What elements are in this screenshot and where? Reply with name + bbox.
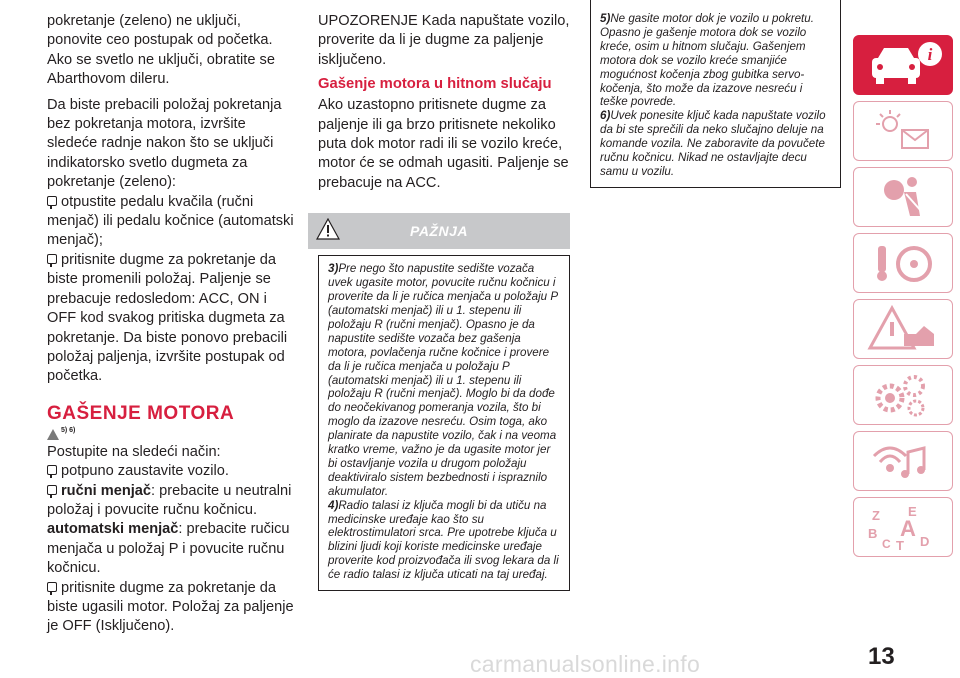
car-info-icon	[864, 40, 944, 90]
svg-text:T: T	[896, 538, 904, 552]
svg-text:E: E	[908, 504, 917, 519]
bullet-text: potpuno zaustavite vozilo.	[61, 463, 229, 480]
bold-term: automatski menjač	[47, 521, 179, 538]
svg-text:Z: Z	[872, 508, 880, 523]
warning-triangle-icon	[47, 429, 59, 440]
tab-dashboard-lights[interactable]	[853, 101, 953, 161]
caution-box-continued	[590, 0, 841, 188]
warning-refs	[47, 427, 297, 443]
section-heading: GAŠENJE MOTORA	[47, 402, 235, 424]
paragraph: Da biste prebacili položaj pokretanja bez pokretanja motora, izvršite sledeće radnje nakon što se uključi indikatorsko svetlo dugmeta za pokretanje (zeleno):	[47, 96, 282, 191]
text-column-3	[590, 0, 840, 188]
bullet-item	[47, 251, 297, 387]
bullet-icon	[47, 465, 57, 475]
dashboard-lights-icon	[864, 106, 944, 156]
note-4	[328, 499, 561, 582]
airbag-seat-icon	[864, 172, 944, 222]
paragraph	[47, 520, 297, 578]
bullet-text: pritisnite dugme za pokretanje da biste ugasili motor. Položaj za paljenje je OFF (Isključeno).	[47, 579, 294, 635]
gears-icon	[864, 370, 944, 420]
bullet-text: otpustite pedalu kvačila (ručni menjač) ili pedalu kočnice (automatski menjač);	[47, 193, 294, 249]
note-text: Ne gasite motor dok je vozilo u pokretu. Opasno je gašenje motora dok se vozilo kreće, osim u hitnom slučaju. Gašenjem motora dok se vozilo kreće smanjiće mogućnost kočenja zbog gubitka servo-kočenja, što može da izazove nesreću i teške povrede.	[600, 12, 814, 109]
note-5	[600, 12, 832, 109]
tab-maintenance[interactable]	[853, 365, 953, 425]
bullet-text: : prebacite u neutralni položaj i povucite ručnu kočnicu.	[47, 482, 292, 518]
text-column-2	[318, 12, 570, 591]
bullet-item	[47, 462, 297, 481]
alphabet-index-icon	[864, 502, 944, 552]
bullet-icon	[47, 254, 57, 264]
tab-car-info[interactable]	[853, 35, 953, 95]
paragraph: Postupite na sledeći način:	[47, 443, 221, 460]
key-steering-wheel-icon	[864, 238, 944, 288]
caution-title: PAŽNJA	[410, 223, 468, 240]
tab-emergency[interactable]	[853, 299, 953, 359]
paragraph-text: : prebacite ručicu menjača u položaj P i povucite ručnu kočnicu.	[47, 521, 290, 577]
svg-text:C: C	[882, 537, 891, 551]
note-number: 4)	[328, 498, 339, 512]
note-references: 5) 6)	[61, 426, 76, 434]
paragraph: pokretanje (zeleno) ne uključi, ponovite ceo postupak od početka. Ako se svetlo ne uključi, obratite se Abarthovom dileru.	[47, 13, 275, 88]
note-number: 5)	[600, 12, 611, 25]
bold-term: ručni menjač	[61, 482, 152, 499]
bullet-icon	[47, 196, 57, 206]
chapter-tabs	[853, 35, 953, 563]
note-3	[328, 262, 561, 498]
note-text: Radio talasi iz ključa mogli bi da utiču na medicinske uređaje kao što su elektrostimulatori srca. Pre upotrebe ključa u blizini ljudi koji koriste medicinske uređaje proverite kod proizvođača ili svog lekara da li će radio talasi iz ključa uticati na taj uređaj.	[328, 498, 559, 582]
caution-header	[308, 213, 570, 249]
subsection-heading: Gašenje motora u hitnom slučaju	[318, 76, 552, 93]
bullet-item	[47, 193, 297, 251]
svg-text:i: i	[927, 45, 933, 64]
text-column-1	[47, 12, 297, 643]
bullet-icon	[47, 485, 57, 495]
note-text: Pre nego što napustite sedište vozača uvek ugasite motor, povucite ručnu kočnicu i proverite da li je ručica menjača u položaju P (automatski menjač) ili u 1. stepenu ili položaju R (ručni menjač). Opasno je da napustite sedište vozača bez gašenja motora, povlačenja ručne kočnice i provere da li je ručica menjača u položaju P (automatski menjač) ili u 1. stepenu ili položaju R (ručni menjač). Moglo bi da dođe do neočekivanog pomeranja vozila, što bi moglo da izazove nesreću. Osim toga, ako planirate da napustite vozilo, čak i na veoma kratko vreme, važno je da ugasite motor jer bi ostavljanje vozila u drugom položaju deaktiviralo sistem bezbednosti i ispraznilo akumulator.	[328, 262, 558, 498]
bullet-item	[47, 579, 297, 637]
note-number: 6)	[600, 109, 611, 123]
page-number: 13	[868, 643, 895, 670]
svg-text:D: D	[920, 534, 930, 549]
bullet-text: pritisnite dugme za pokretanje da biste promenili položaj. Paljenje se prebacuje redosledom: ACC, ON i OFF kod svakog pritiska dugmeta za pokretanje. Da biste ponovo prebacili položaj paljenja, izvršite postupak od početka.	[47, 251, 288, 385]
note-6	[600, 109, 832, 179]
tab-index[interactable]	[853, 497, 953, 557]
bullet-icon	[47, 582, 57, 592]
paragraph: UPOZORENJE Kada napuštate vozilo, proverite da li je dugme za paljenje isključeno.	[318, 13, 570, 68]
footer-watermark: carmanualsonline.info	[470, 651, 701, 677]
tab-safety[interactable]	[853, 167, 953, 227]
svg-text:A: A	[900, 516, 916, 541]
note-number: 3)	[328, 262, 339, 276]
svg-text:B: B	[868, 526, 878, 541]
warning-triangle-car-icon	[864, 304, 944, 354]
bullet-item	[47, 482, 297, 521]
paragraph: Ako uzastopno pritisnete dugme za paljenje ili ga brzo pritisnete nekoliko puta dok motor radi ili se vozilo kreće, motor će se odmah ugasiti. Paljenje se prebacuje na ACC.	[318, 97, 569, 191]
note-text: Uvek ponesite ključ kada napuštate vozilo da bi ste sprečili da neko slučajno deluje na komande vozila. Ne zaboravite da povučete ručnu kočnicu. Nikad ne ostavljajte decu samu u vozilu.	[600, 109, 826, 178]
caution-body	[318, 255, 570, 591]
tab-multimedia[interactable]	[853, 431, 953, 491]
tab-driving[interactable]	[853, 233, 953, 293]
caution-box	[318, 213, 570, 591]
multimedia-icon	[864, 436, 944, 486]
